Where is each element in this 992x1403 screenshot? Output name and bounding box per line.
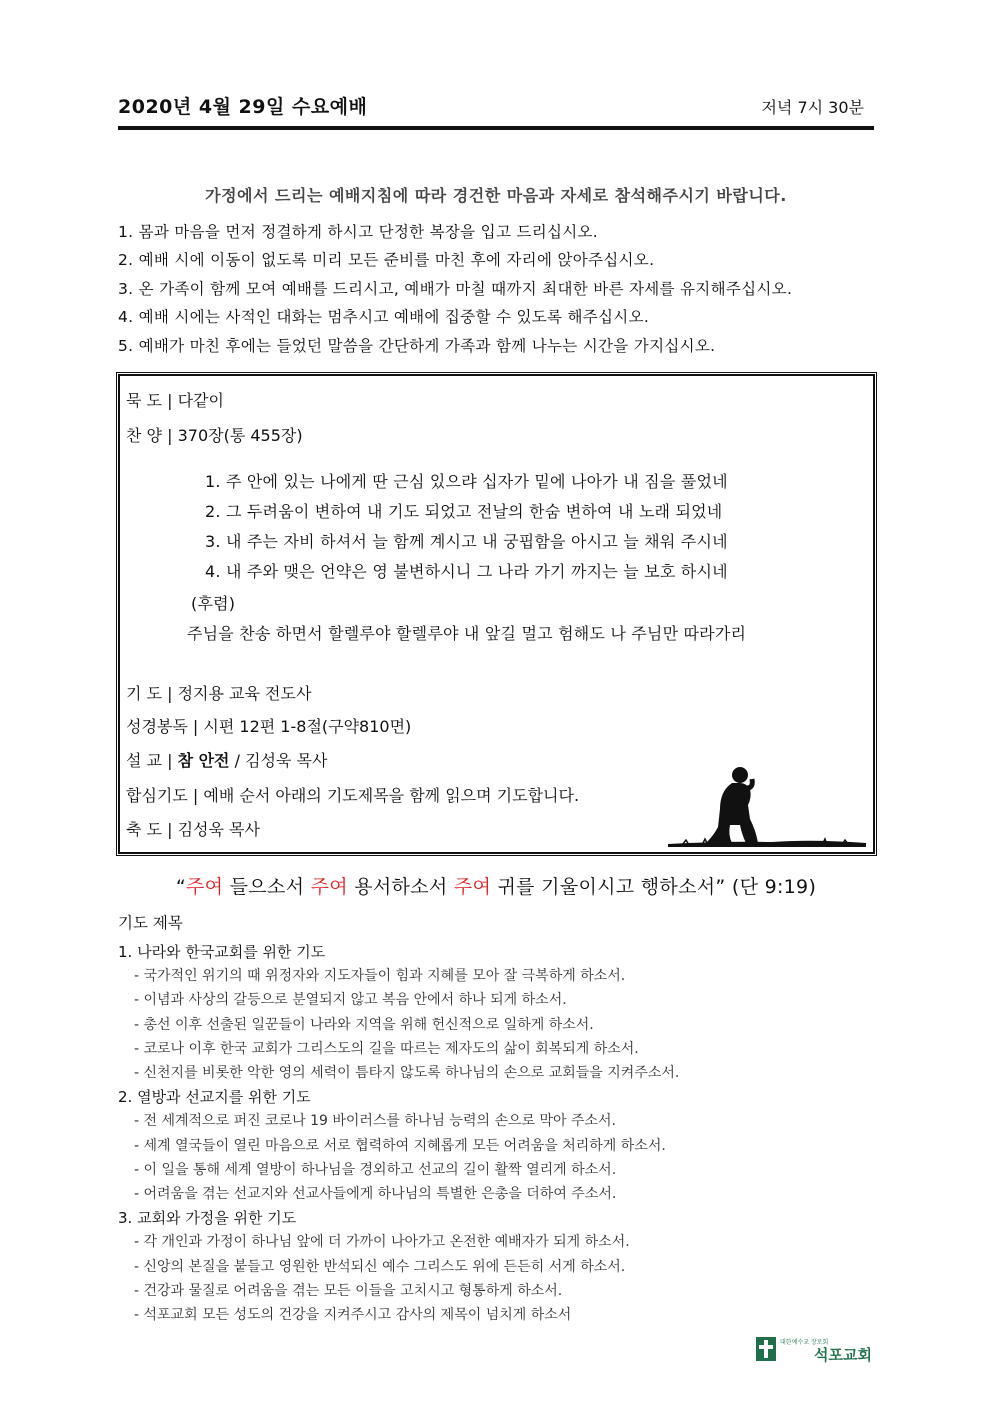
chorus-label: (후렴) xyxy=(191,594,236,613)
order-label: 합심기도 | xyxy=(126,786,199,805)
guideline-item: 5. 예배가 마친 후에는 들었던 말씀을 간단하게 가족과 함께 나누는 시간을 가지십시오. xyxy=(118,336,716,355)
prayer-item: - 총선 이후 선출된 일꾼들이 나라와 지역을 위해 헌신적으로 일하게 하소서. xyxy=(134,1016,594,1033)
order-label: 기 도 | xyxy=(126,684,173,703)
hymn-verse: 1. 주 안에 있는 나에게 딴 근심 있으랴 십자가 밑에 나아가 내 짐을 풀었네 xyxy=(205,472,728,491)
prayer-item: - 국가적인 위기의 때 위정자와 지도자들이 힘과 지혜를 모아 잘 극복하게 하소서. xyxy=(134,968,626,985)
logo-name: 석포교회 xyxy=(814,1346,872,1364)
prayer-item: - 어려움을 겪는 선교지와 선교사들에게 하나님의 특별한 은총을 더하여 주소서. xyxy=(134,1186,617,1203)
quote-accent: 주여 xyxy=(185,876,224,898)
scripture-quote: “주여 들으소서 주여 용서하소서 주여 귀를 기울이시고 행하소서” (단 9:19) xyxy=(175,876,817,898)
order-value: 다같이 xyxy=(177,391,224,410)
order-value: 정지용 교육 전도사 xyxy=(177,684,312,703)
guideline-list xyxy=(118,218,888,360)
prayer-topics-title: 기도 제목 xyxy=(118,914,183,932)
hymn-chorus: 주님을 찬송 하면서 할렐루야 할렐루야 내 앞길 멀고 험해도 나 주님만 따라가리 xyxy=(187,624,747,643)
order-unison-prayer xyxy=(126,783,579,806)
order-value: 시편 12편 1-8절(구약810면) xyxy=(203,717,412,736)
logo-subtext: 대한예수교 장로회 xyxy=(780,1339,829,1346)
service-time: 저녁 7시 30분 xyxy=(761,98,864,117)
prayer-item: - 건강과 물질로 어려움을 겪는 모든 이들을 고치시고 형통하게 하소서. xyxy=(134,1282,563,1299)
prayer-item: - 신앙의 본질을 붙들고 영원한 반석되신 예수 그리스도 위에 든든히 서게 하소서. xyxy=(134,1258,626,1275)
order-scripture-reading xyxy=(126,714,411,737)
intro-text: 가정에서 드리는 예배지침에 따라 경건한 마음과 자세로 참석해주시기 바랍니다. xyxy=(205,186,787,205)
prayer-item: - 각 개인과 가정이 하나님 앞에 더 가까이 나아가고 온전한 예배자가 되게 하소서. xyxy=(134,1234,630,1251)
prayer-item: - 이념과 사상의 갈등으로 분열되지 않고 복음 안에서 하나 되게 하소서. xyxy=(134,992,567,1009)
order-prayer xyxy=(126,681,311,704)
prayer-heading: 3. 교회와 가정을 위한 기도 xyxy=(118,1209,297,1228)
prayer-item: - 세계 열국들이 열린 마음으로 서로 협력하여 지혜롭게 모든 어려움을 처리하게 하소서. xyxy=(134,1137,666,1154)
prayer-item: - 이 일을 통해 세계 열방이 하나님을 경외하고 선교의 길이 활짝 열리게 하소서. xyxy=(134,1161,617,1178)
hymn-verse: 2. 그 두려움이 변하여 내 기도 되었고 전날의 한숨 변하여 내 노래 되었네 xyxy=(205,502,723,521)
guideline-item: 1. 몸과 마음을 먼저 정결하게 하시고 단정한 복장을 입고 드리십시오. xyxy=(118,223,599,241)
prayer-item: - 전 세계적으로 퍼진 코로나 19 바이러스를 하나님 능력의 손으로 막아 주소서. xyxy=(134,1113,616,1130)
order-hymn xyxy=(126,423,303,446)
guideline-item: 3. 온 가족이 함께 모여 예배를 드리시고, 예배가 마칠 때까지 최대한 바른 자세를 유지해주십시오. xyxy=(118,279,793,298)
order-silent-prayer xyxy=(126,388,224,411)
header-divider xyxy=(118,126,874,130)
quote-accent: 주여 xyxy=(453,876,492,898)
page-title: 2020년 4월 29일 수요예배 xyxy=(118,96,368,118)
prayer-item: - 석포교회 모든 성도의 건강을 지켜주시고 감사의 제목이 넘치게 하소서 xyxy=(134,1307,572,1324)
hymn-verse: 3. 내 주는 자비 하셔서 늘 함께 계시고 내 궁핍함을 아시고 늘 채워 주시네 xyxy=(205,532,728,551)
sermon-title: 참 안전 xyxy=(177,751,230,770)
guideline-item: 2. 예배 시에 이동이 없도록 미리 모든 준비를 마친 후에 자리에 앉아주십시오. xyxy=(118,251,655,270)
quote-accent: 주여 xyxy=(310,876,348,898)
order-label: 찬 양 | xyxy=(126,426,173,445)
order-label: 묵 도 | xyxy=(126,391,173,410)
order-label: 성경봉독 | xyxy=(126,717,199,736)
order-value: 370장(통 455장) xyxy=(177,426,303,445)
prayer-topics-list xyxy=(118,940,898,1327)
order-label: 설 교 | xyxy=(126,751,173,770)
order-value: / 김성욱 목사 xyxy=(229,751,328,770)
church-logo xyxy=(756,1335,876,1365)
guideline-item: 4. 예배 시에는 사적인 대화는 멈추시고 예배에 집중할 수 있도록 해주십시오. xyxy=(118,308,650,327)
order-value: 김성욱 목사 xyxy=(177,820,260,839)
prayer-item: - 코로나 이후 한국 교회가 그리스도의 길을 따르는 제자도의 삶이 회복되게 하소서. xyxy=(134,1040,639,1057)
praying-man-icon xyxy=(662,761,872,851)
prayer-heading: 2. 열방과 선교지를 위한 기도 xyxy=(118,1088,311,1107)
prayer-heading: 1. 나라와 한국교회를 위한 기도 xyxy=(118,943,326,961)
prayer-item: - 신천지를 비롯한 악한 영의 세력이 틈타지 않도록 하나님의 손으로 교회들을 지켜주소서. xyxy=(134,1065,680,1082)
order-label: 축 도 | xyxy=(126,820,173,839)
order-value: 예배 순서 아래의 기도제목을 함께 읽으며 기도합니다. xyxy=(203,786,580,805)
order-sermon xyxy=(126,748,327,771)
hymn-verse: 4. 내 주와 맺은 언약은 영 불변하시니 그 나라 가기 까지는 늘 보호 하시네 xyxy=(205,562,728,581)
order-benediction xyxy=(126,817,260,840)
cross-logo-icon xyxy=(756,1335,776,1363)
